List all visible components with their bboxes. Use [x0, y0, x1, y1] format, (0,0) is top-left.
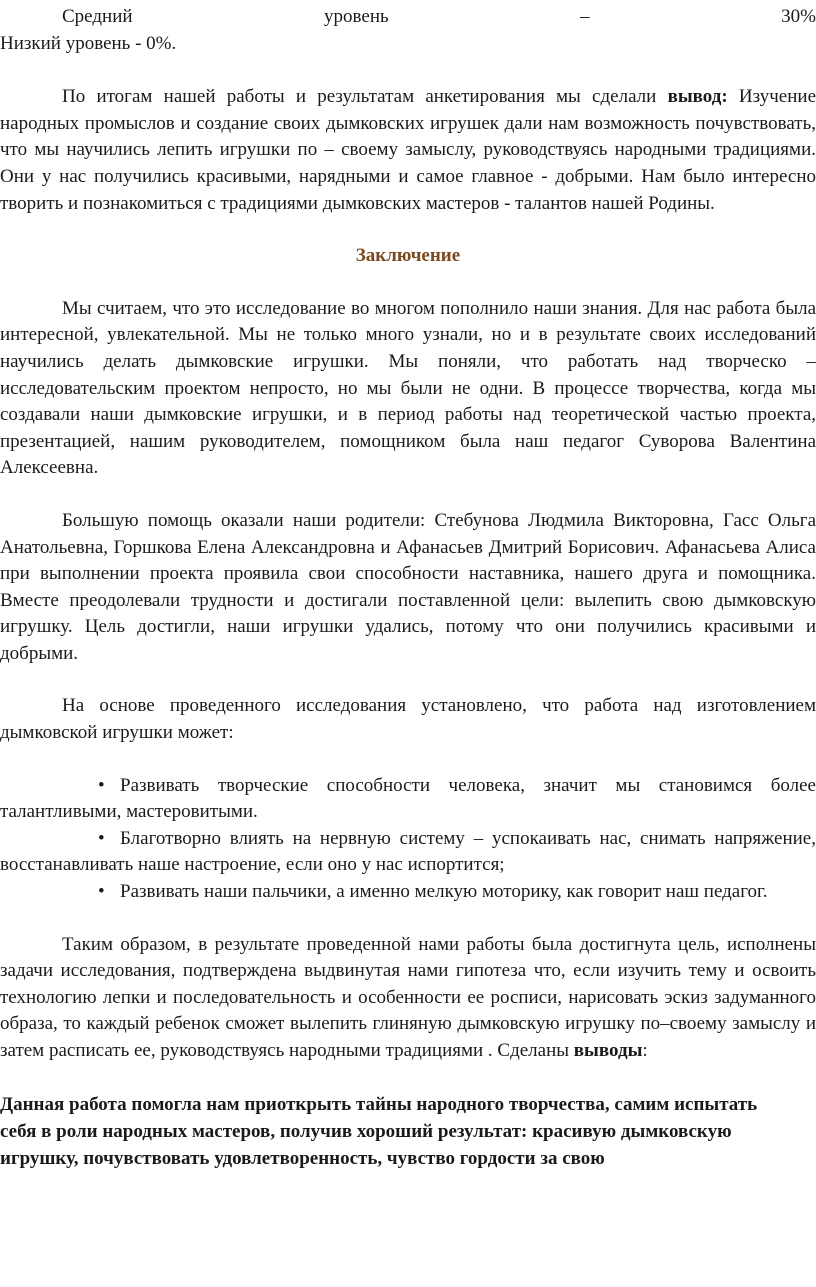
low-level-line: Низкий уровень - 0%.	[0, 32, 177, 54]
list-item-text: Развивать творческие способности человека, значит мы становимся более талантливыми, мастеровитыми.	[0, 774, 816, 823]
conclusion-intro-rest: Изучение народных промыслов и создание своих дымковских игрушек дали нам возможность почувствовать, что мы научились лепить игрушки по – своему замыслу, руководствуясь народными традициями. Они у нас получились красивыми, нарядными и самое главное - добрыми. Нам было интересно творить и познакомиться с традициями дымковских мастеров - талантов нашей Родины.	[0, 86, 816, 214]
spacer	[0, 217, 816, 243]
paragraph-parents: Большую помощь оказали наши родители: Стебунова Людмила Викторовна, Гасс Ольга Анатольевна, Горшкова Елена Александровна и Афанасьев Дмитрий Борисович. Афанасьева Алиса при выполнении проекта проявила свои способности наставника, нашего друга и помощника. Вместе преодолевали трудности и достигали поставленной цели: вылепить свою дымковскую игрушку. Цель достигли, наши игрушки удались, потому что они получились красивыми и добрыми.	[0, 509, 816, 664]
bullet-icon: •	[98, 881, 105, 903]
medium-level-word2: уровень	[324, 6, 389, 27]
spacer	[0, 747, 816, 773]
summary-tail: :	[642, 1040, 648, 1061]
list-item	[0, 773, 816, 826]
final-statement: Данная работа помогла нам приоткрыть тайны народного творчества, самим испытать себя в роли народных мастеров, получив хороший результат: красивую дымковскую игрушку, почувствовать удовлетворенность, чувство гордости за свою	[0, 1093, 758, 1169]
bullet-icon: •	[98, 827, 105, 849]
summary-bold: выводы	[573, 1040, 643, 1061]
spacer	[0, 1065, 816, 1091]
medium-level-line	[0, 4, 816, 31]
conclusion-intro-text: По итогам нашей работы и результатам анкетирования мы сделали	[62, 86, 668, 108]
paragraph-findings-intro: На основе проведенного исследования установлено, что работа над изготовлением дымковской игрушки может:	[0, 695, 816, 744]
paragraph-research: Мы считаем, что это исследование во многом пополнило наши знания. Для нас работа была интересной, увлекательной. Мы не только много узнали, но и в результате своих исследований научились делать дымковские игрушки. Мы поняли, что работать над творческо – исследовательским проектом непросто, но мы были не одни. В процессе творчества, когда мы создавали наши дымковские игрушки, и в период работы над теоретической частью проекта, презентацией, нашим руководителем, помощником была наш педагог Суворова Валентина Алексеевна.	[0, 297, 816, 479]
medium-level-dash: –	[580, 6, 590, 27]
list-item	[0, 879, 816, 906]
list-item-text: Развивать наши пальчики, а именно мелкую моторику, как говорит наш педагог.	[120, 881, 768, 903]
spacer	[0, 906, 816, 932]
spacer	[0, 667, 816, 693]
medium-level-word1: Средний	[62, 6, 133, 27]
conclusion-intro-bold: вывод:	[667, 86, 728, 108]
medium-level-value: 30%	[781, 6, 816, 27]
spacer	[0, 482, 816, 508]
list-item-text: Благотворно влиять на нервную систему – успокаивать нас, снимать напряжение, восстанавливать наше настроение, если оно у нас испортится;	[0, 827, 816, 876]
spacer	[0, 270, 816, 296]
list-item	[0, 826, 816, 879]
findings-list	[0, 773, 816, 906]
spacer	[0, 57, 816, 84]
bullet-icon: •	[98, 774, 105, 796]
summary-paragraph	[0, 932, 816, 1065]
section-heading: Заключение	[355, 245, 461, 267]
summary-text: Таким образом, в результате проведенной нами работы была достигнута цель, исполнены задачи исследования, подтверждена выдвинутая нами гипотеза что, если изучить тему и освоить технологию лепки и последовательность и особенности ее росписи, нарисовать эскиз задуманного образа, то каждый ребенок сможет вылепить глиняную дымковскую игрушку по–своему замыслу и затем расписать ее, руководствуясь народными традициями . Сделаны	[0, 933, 816, 1061]
conclusion-intro-paragraph	[0, 84, 816, 217]
